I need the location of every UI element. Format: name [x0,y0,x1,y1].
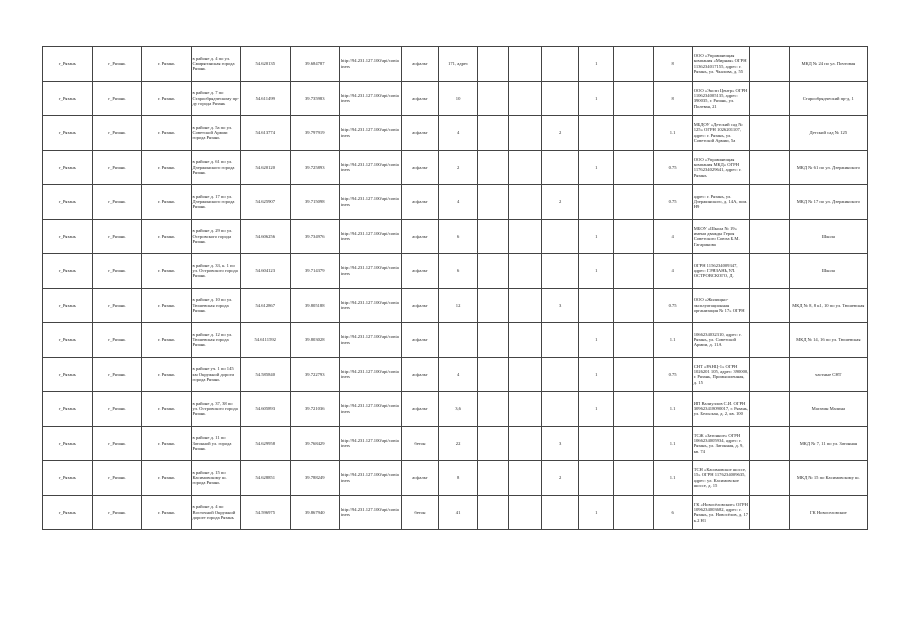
table-cell-c4: в районе д. 17 по ул. Дзержинского города Рязань [191,185,241,220]
table-cell-c12 [542,81,579,116]
table-cell-c17 [750,357,789,392]
table-cell-c7: http://94.231.127.100/api/containers [340,254,402,289]
table-cell-c14 [614,116,653,151]
table-cell-c10 [478,495,509,530]
table-cell-c3: г. Рязань [142,254,192,289]
table-cell-c17 [750,426,789,461]
table-cell-c15: 0.75 [653,288,692,323]
table-cell-c17 [750,185,789,220]
table-cell-c1: г_Рязань [43,426,93,461]
table-cell-c8: асфальт [401,461,438,496]
table-cell-c3: г. Рязань [142,357,192,392]
table-cell-c7: http://94.231.127.100/api/containers [340,392,402,427]
table-cell-c12 [542,392,579,427]
table-cell-c4: в районе д. 12 по ул. Тюшевская города Рязань [191,323,241,358]
table-cell-c1: г_Рязань [43,392,93,427]
table-cell-c1: г_Рязань [43,81,93,116]
table-cell-c1: г_Рязань [43,495,93,530]
table-cell-c3: г. Рязань [142,185,192,220]
table-cell-c8: асфальт [401,392,438,427]
table-cell-c10 [478,426,509,461]
table-cell-c4: в районе д. 15 по Касимовскому ш. города Рязань [191,461,241,496]
table-cell-c16: ООО «Эксэп Центр» ОГРН 1106234005135, адрес: 390035, г. Рязань, ул. Полевая, 21 [692,81,750,116]
table-cell-c3: г. Рязань [142,219,192,254]
table-cell-c5: 54.620135 [241,47,291,82]
table-cell-c3: г. Рязань [142,150,192,185]
table-cell-c7: http://94.231.127.100/api/containers [340,288,402,323]
table-cell-c18: частные СНТ [789,357,867,392]
table-cell-c16: ИП Валиуллов С.И. ОГРН 309623418090017, г. Рязань, ул. Бельская, д. 2, кв. 100 [692,392,750,427]
table-cell-c7: http://94.231.127.100/api/containers [340,495,402,530]
table-cell-c9: 12 [439,288,478,323]
table-cell-c10 [478,219,509,254]
table-cell-c10 [478,323,509,358]
table-cell-c12 [542,254,579,289]
table-cell-c13: 1 [579,357,614,392]
table-cell-c2: г_Рязань [92,219,142,254]
table-cell-c6: 39.722793 [290,357,340,392]
table-cell-c14 [614,461,653,496]
table-cell-c8: асфальт [401,116,438,151]
table-cell-c7: http://94.231.127.100/api/containers [340,185,402,220]
table-cell-c13 [579,288,614,323]
table-cell-c1: г_Рязань [43,323,93,358]
table-cell-c15: 1.1 [653,116,692,151]
table-cell-c2: г_Рязань [92,81,142,116]
table-cell-c6: 39.803028 [290,323,340,358]
table-cell-c13: 1 [579,254,614,289]
table-cell-c12 [542,495,579,530]
table-cell-c5: 54.620120 [241,150,291,185]
table-cell-c12 [542,219,579,254]
table-cell-c13 [579,116,614,151]
table-cell-c8: асфальт [401,288,438,323]
table-cell-c2: г_Рязань [92,495,142,530]
table-cell-c12: 3 [542,288,579,323]
table-cell-c14 [614,47,653,82]
table-cell-c4: в районе д. 10 по ул. Тюшевская города Рязань [191,288,241,323]
table-cell-c8: бетон [401,495,438,530]
table-cell-c10 [478,81,509,116]
table-cell-c7: http://94.231.127.100/api/containers [340,357,402,392]
table-cell-c14 [614,150,653,185]
table-cell-c18: Магазин Малина [789,392,867,427]
table-row [43,495,868,530]
table-cell-c18: МКД № 24 по ул. Почтовая [789,47,867,82]
table-cell-c14 [614,357,653,392]
table-cell-c1: г_Рязань [43,185,93,220]
table-cell-c2: г_Рязань [92,392,142,427]
table-cell-c3: г. Рязань [142,323,192,358]
table-cell-c10 [478,116,509,151]
table-cell-c1: г_Рязань [43,461,93,496]
table-cell-c4: в районе д. 4 по Восточной Окружной дороге города Рязань [191,495,241,530]
table-cell-c11 [509,185,542,220]
table-cell-c16: ООО «Управляющая компания МКД» ОГРН 1176234029641, адрес: г. Рязань [692,150,750,185]
table-cell-c16: МБДОУ «Детский сад № 125» ОГРН 1026201107, адрес: г. Рязань, ул. Советской Армии, 5а [692,116,750,151]
table-cell-c4: в районе д. 11 по Затонной ул. города Рязань [191,426,241,461]
table-cell-c8: асфальт [401,81,438,116]
table-cell-c6: 39.721036 [290,392,340,427]
table-cell-c16: МБОУ «Школа № 19» имени дважды Героя Советского Союза Б.М. Гагаринова [692,219,750,254]
table-cell-c18: Школа [789,219,867,254]
table-cell-c7: http://94.231.127.100/api/containers [340,47,402,82]
table-cell-c14 [614,323,653,358]
table-row [43,357,868,392]
table-cell-c16: ООО «Управляющая компания «Мирная» ОГРН 1136234017155, адрес: г. Рязань, ул. Чкалова, д. 55 [692,47,750,82]
table-cell-c3: г. Рязань [142,461,192,496]
table-cell-c17 [750,288,789,323]
table-cell-c11 [509,357,542,392]
table-cell-c14 [614,219,653,254]
table-cell-c15: 1.1 [653,323,692,358]
table-row [43,426,868,461]
table-cell-c4: в районе д. 61 по ул. Дзержинского города Рязань [191,150,241,185]
table-cell-c9: 4 [439,185,478,220]
table-cell-c18: Школа [789,254,867,289]
table-cell-c9: 22 [439,426,478,461]
table-cell-c18: МКД № 15 по Касимовскому ш. [789,461,867,496]
table-cell-c13: 1 [579,219,614,254]
table-row [43,219,868,254]
table-cell-c1: г_Рязань [43,219,93,254]
table-cell-c2: г_Рязань [92,185,142,220]
table-row [43,150,868,185]
table-cell-c10 [478,288,509,323]
table-cell-c13: 1 [579,495,614,530]
table-cell-c11 [509,495,542,530]
table-cell-c13: 1 [579,47,614,82]
table-cell-c3: г. Рязань [142,81,192,116]
table-row [43,392,868,427]
table-cell-c5: 54.625907 [241,185,291,220]
table-row [43,461,868,496]
table-cell-c7: http://94.231.127.100/api/containers [340,81,402,116]
table-cell-c12 [542,323,579,358]
table-cell-c15: 8 [653,81,692,116]
table-cell-c13 [579,185,614,220]
table-cell-c18: МКД № 8, 8 к1, 10 по ул. Тюшевская [789,288,867,323]
table-body [43,47,868,530]
table-cell-c2: г_Рязань [92,461,142,496]
table-cell-c3: г. Рязань [142,116,192,151]
table-cell-c6: 39.735983 [290,81,340,116]
table-cell-c3: г. Рязань [142,392,192,427]
table-cell-c15: 1.1 [653,392,692,427]
table-cell-c11 [509,392,542,427]
table-cell-c1: г_Рязань [43,47,93,82]
table-cell-c11 [509,150,542,185]
table-cell-c9: 6 [439,254,478,289]
table-cell-c5: 54.628851 [241,461,291,496]
table-cell-c5: 54.613774 [241,116,291,151]
table-cell-c5: 54.611499 [241,81,291,116]
table-cell-c7: http://94.231.127.100/api/containers [340,426,402,461]
table-cell-c16: ГК «Новосёловские» ОГРН 1096234003682, адрес: г. Рязань, ул. Новосёлов, д. 17 к.2 Н1 [692,495,750,530]
table-cell-c2: г_Рязань [92,150,142,185]
table-cell-c8: асфальт [401,150,438,185]
table-cell-c14 [614,185,653,220]
table-cell-c10 [478,357,509,392]
table-cell-c13: 1 [579,150,614,185]
table-cell-c5: 54.606256 [241,219,291,254]
table-cell-c10 [478,185,509,220]
table-cell-c8: асфальт [401,323,438,358]
table-cell-c5: 54.596975 [241,495,291,530]
table-cell-c9: 4 [439,116,478,151]
table-cell-c16: адрес: г. Рязань, ул. Дзержинского, д. 14А, пом. Н9 [692,185,750,220]
table-cell-c5: 54.612867 [241,288,291,323]
table-cell-c8: асфальт [401,219,438,254]
table-cell-c4: в районе д. 37, 38 по ул. Островского города Рязань [191,392,241,427]
table-cell-c5: 54.6111592 [241,323,291,358]
table-cell-c1: г_Рязань [43,254,93,289]
table-cell-c10 [478,461,509,496]
table-cell-c15: 6 [653,495,692,530]
table-cell-c7: http://94.231.127.100/api/containers [340,219,402,254]
table-cell-c15: 0.75 [653,185,692,220]
table-cell-c9: 8 [439,461,478,496]
table-cell-c18: МКД № 61 по ул. Дзержинского [789,150,867,185]
table-cell-c1: г_Рязань [43,288,93,323]
table-cell-c2: г_Рязань [92,426,142,461]
table-cell-c3: г. Рязань [142,426,192,461]
table-cell-c17 [750,47,789,82]
table-cell-c12: 2 [542,185,579,220]
table-cell-c4: в районе д. 4 по ул. Смирягинская города Рязань [191,47,241,82]
table-cell-c7: http://94.231.127.100/api/containers [340,150,402,185]
table-cell-c11 [509,323,542,358]
table-cell-c17 [750,116,789,151]
table-cell-c13: 1 [579,392,614,427]
table-cell-c5: 54.629958 [241,426,291,461]
table-cell-c4: в районе уч. 1 по 145 км Окружной дороги города Рязань [191,357,241,392]
table-row [43,116,868,151]
table-cell-c17 [750,461,789,496]
table-cell-c6: 39.768429 [290,426,340,461]
table-cell-c5: 54.604123 [241,254,291,289]
table-cell-c8: бетон [401,426,438,461]
table-cell-c16: ТСН «Касимовское шоссе, 15» ОГРН 1176234009635, адрес: ул. Касимовское шоссе, д. 15 [692,461,750,496]
table-row [43,185,868,220]
table-cell-c6: 39.797919 [290,116,340,151]
table-cell-c11 [509,47,542,82]
table-row [43,47,868,82]
table-cell-c14 [614,288,653,323]
table-cell-c18: МКД № 17 по ул. Дзержинского [789,185,867,220]
table-cell-c15: 1.1 [653,426,692,461]
table-cell-c10 [478,150,509,185]
table-cell-c17 [750,81,789,116]
table-cell-c13: 1 [579,81,614,116]
table-cell-c11 [509,426,542,461]
table-cell-c12: 2 [542,461,579,496]
table-cell-c7: http://94.231.127.100/api/containers [340,116,402,151]
table-cell-c2: г_Рязань [92,47,142,82]
table-cell-c11 [509,288,542,323]
table-cell-c14 [614,495,653,530]
table-cell-c10 [478,254,509,289]
table-cell-c2: г_Рязань [92,254,142,289]
table-cell-c18: Старообрядческий пр-д, 1 [789,81,867,116]
table-cell-c11 [509,461,542,496]
table-cell-c17 [750,323,789,358]
table-cell-c6: 39.714379 [290,254,340,289]
table-cell-c13: 1 [579,323,614,358]
table-cell-c12: 2 [542,116,579,151]
table-cell-c6: 39.788249 [290,461,340,496]
table-cell-c4: в районе д. 7 по Старообрядческому пр-ду города Рязань [191,81,241,116]
table-cell-c12 [542,47,579,82]
table-cell-c3: г. Рязань [142,47,192,82]
table-cell-c14 [614,81,653,116]
table-cell-c16: СНТ «РАНЦ-1» ОГРН 1026201 105, адрес: 390000, г. Рязань, Промышленная, д. 15 [692,357,750,392]
table-cell-c1: г_Рязань [43,357,93,392]
table-cell-c16: 1066234032310, адрес: г. Рязань, ул. Советской Армии, д. 11А [692,323,750,358]
table-cell-c16: ООО «Жилищно-эксплуатационная организация № 17» ОГРН [692,288,750,323]
table-cell-c11 [509,116,542,151]
table-cell-c10 [478,392,509,427]
table-cell-c8: асфальт [401,47,438,82]
table-cell-c6: 39.867940 [290,495,340,530]
table-cell-c2: г_Рязань [92,323,142,358]
table-row [43,323,868,358]
table-cell-c8: асфальт [401,357,438,392]
table-cell-c18: ГК Новоселовские [789,495,867,530]
table-cell-c17 [750,495,789,530]
table-cell-c2: г_Рязань [92,116,142,151]
table-cell-c15: 0.75 [653,357,692,392]
table-cell-c4: в районе д. 29 по ул. Островского города Рязань [191,219,241,254]
table-row [43,254,868,289]
table-cell-c13 [579,461,614,496]
table-cell-c16: ОГРН 1156234009347, адрес: Г.РЯЗАНЬ,УЛ. ОСТРОВСКОГО, Д. [692,254,750,289]
table-cell-c8: асфальт [401,185,438,220]
table-cell-c3: г. Рязань [142,495,192,530]
table-cell-c9: 6 [439,219,478,254]
table-cell-c4: в районе д. 5а по ул. Советской Армии города Рязань [191,116,241,151]
table-cell-c6: 39.684787 [290,47,340,82]
table-cell-c9: 171, адрес [439,47,478,82]
table-cell-c3: г. Рязань [142,288,192,323]
table-cell-c14 [614,426,653,461]
table-cell-c14 [614,392,653,427]
table-cell-c11 [509,219,542,254]
table-cell-c9: 4 [439,357,478,392]
table-cell-c10 [478,47,509,82]
table-cell-c9: 10 [439,81,478,116]
table-cell-c18: МКД № 7, 11 по ул. Затонная [789,426,867,461]
table-cell-c6: 39.805188 [290,288,340,323]
table-cell-c9: 2 [439,150,478,185]
table-cell-c15: 4 [653,254,692,289]
table-cell-c15: 8 [653,47,692,82]
table-row [43,288,868,323]
table-cell-c18: Детский сад № 125 [789,116,867,151]
registry-table [42,46,868,530]
table-cell-c9 [439,323,478,358]
table-cell-c6: 39.725893 [290,150,340,185]
table-cell-c18: МКД № 14, 16 по ул. Тюшевская [789,323,867,358]
table-cell-c5: 54.585840 [241,357,291,392]
table-cell-c12: 3 [542,426,579,461]
table-cell-c8: асфальт [401,254,438,289]
table-cell-c2: г_Рязань [92,288,142,323]
table-cell-c15: 4 [653,219,692,254]
table-cell-c6: 39.715098 [290,185,340,220]
table-cell-c7: http://94.231.127.100/api/containers [340,323,402,358]
table-cell-c6: 39.734976 [290,219,340,254]
table-cell-c11 [509,254,542,289]
table-cell-c17 [750,219,789,254]
table-cell-c12 [542,357,579,392]
table-cell-c9: 3,6 [439,392,478,427]
table-cell-c4: в районе д. 33, к. 1 по ул. Островского города Рязань [191,254,241,289]
table-cell-c17 [750,392,789,427]
table-cell-c15: 0.75 [653,150,692,185]
table-cell-c15: 1.1 [653,461,692,496]
table-cell-c5: 54.605893 [241,392,291,427]
table-cell-c13 [579,426,614,461]
table-cell-c1: г_Рязань [43,150,93,185]
table-row [43,81,868,116]
table-cell-c17 [750,254,789,289]
table-cell-c7: http://94.231.127.100/api/containers [340,461,402,496]
table-cell-c14 [614,254,653,289]
table-cell-c1: г_Рязань [43,116,93,151]
table-cell-c11 [509,81,542,116]
table-cell-c16: ТСЖ «Затонное» ОГРН 1066234005934, адрес: г. Рязань, ул. Затонная, д. 9, кв. 74 [692,426,750,461]
table-cell-c12 [542,150,579,185]
table-cell-c2: г_Рязань [92,357,142,392]
table-cell-c17 [750,150,789,185]
table-cell-c9: 41 [439,495,478,530]
